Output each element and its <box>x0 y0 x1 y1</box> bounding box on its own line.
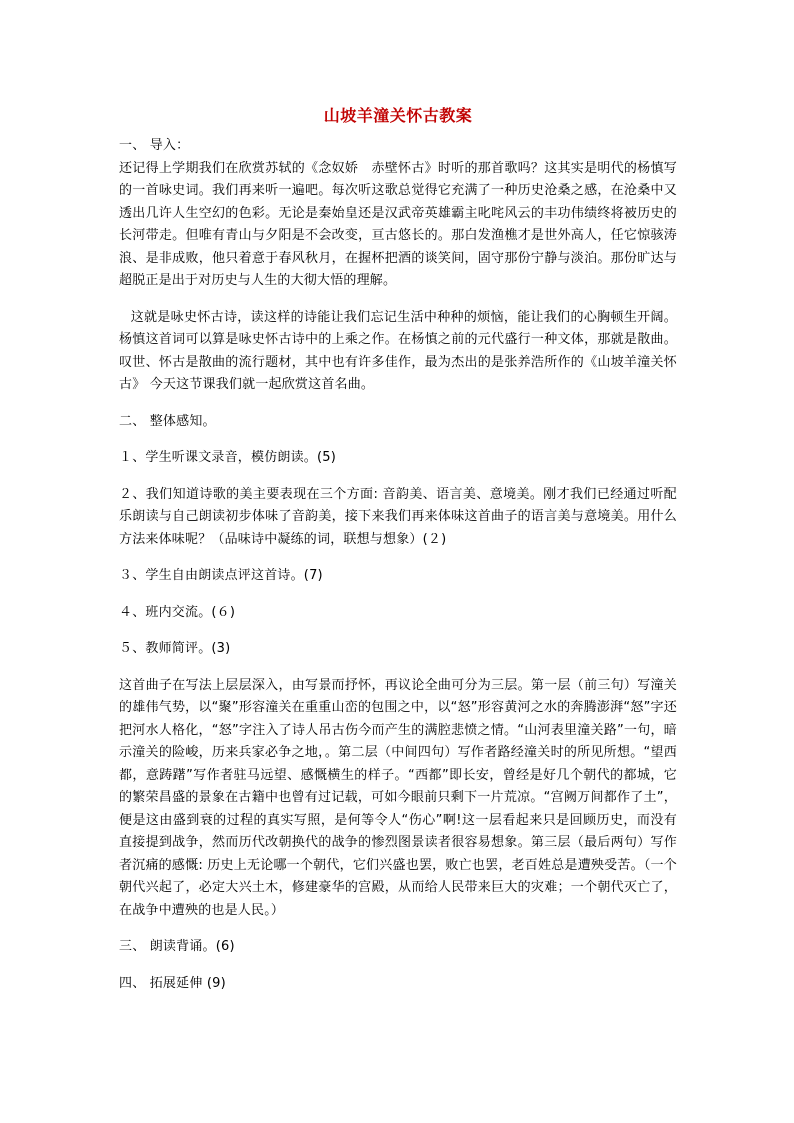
document-page <box>119 105 677 995</box>
list-item-2: ２、我们知道诗歌的美主要表现在三个方面: 音韵美、语言美、意境美。刚才我们已经通过听配乐朗读与自己朗读初步体味了音韵美，接下来我们再来体味这首曲子的语言美与意境美。用什么方法来体味呢？（品味诗中凝练的词，联想与想象）(２) <box>119 486 677 547</box>
list-item-3: ３、学生自由朗读点评这首诗。(7) <box>119 568 323 583</box>
list-item-4: ４、班内交流。(６) <box>119 604 236 620</box>
section-heading-intro: 一、 导入： <box>119 138 190 153</box>
intro-paragraph-1: 还记得上学期我们在欣赏苏轼的《念奴娇 赤壁怀古》时听的那首歌吗？这其实是明代的杨慎写的一首咏史词。我们再来听一遍吧。每次听这歌总觉得它充满了一种历史沧桑之感，在沧桑中又透出几许人生空幻的色彩。无论是秦始皇还是汉武帝英雄霸主叱咤风云的丰功伟绩终将被历史的长河带走。但唯有青山与夕阳是不会改变，亘古悠长的。那白发渔樵才是世外高人，任它惊骇涛浪、是非成败，他只着意于春风秋月，在握杯把酒的谈笑间，固守那份宁静与淡泊。那份旷达与超脱正是出于对历史与人生的大彻大悟的理解。 <box>119 160 677 288</box>
intro-paragraph-2: 这就是咏史怀古诗，读这样的诗能让我们忘记生活中种种的烦恼，能让我们的心胸顿生开阔。杨慎这首词可以算是咏史怀古诗中的上乘之作。在杨慎之前的元代盛行一种文体，那就是散曲。叹世、怀古是散曲的流行题材，其中也有许多佳作，最为杰出的是张养浩所作的《山坡羊潼关怀古》 今天这节课我们就一起欣赏这首名曲。 <box>119 309 677 392</box>
list-item-1: １、学生听课文录音，模仿朗读。(5) <box>119 450 337 465</box>
section-heading-extension: 四、 拓展延伸 (9) <box>119 975 226 991</box>
document-title: 山坡羊潼关怀古教案 <box>323 106 473 125</box>
list-item-5: ５、教师简评。(3) <box>119 641 231 656</box>
section-heading-overview: 二、 整体感知。 <box>119 413 216 429</box>
analysis-paragraph: 这首曲子在写法上层层深入，由写景而抒怀，再议论全曲可分为三层。第一层（前三句）写潼关的雄伟气势，以“聚”形容潼关在重重山峦的包围之中，以“怒”形容黄河之水的奔腾澎湃“怒”字还把河水人格化，“怒”字注入了诗人吊古伤今而产生的满腔悲愤之情。“山河表里潼关路”一句，暗示潼关的险峻，历来兵家必争之地，。第二层（中间四句）写作者路经潼关时的所见所想。“望西都，意踌躇”写作者驻马远望、感慨横生的样子。“西都”即长安，曾经是好几个朝代的都城，它的繁荣昌盛的景象在古籍中也曾有过记载，可如今眼前只剩下一片荒凉。“宫阙万间都作了土”，便是这由盛到衰的过程的真实写照，是何等令人“伤心”啊!这一层看起来只是回顾历史，而没有直接提到战争，然而历代改朝换代的战争的惨烈图景读者很容易想象。第三层（最后两句）写作者沉痛的感慨: 历史上无论哪一个朝代，它们兴盛也罢，败亡也罢，老百姓总是遭殃受苦。（一个朝代兴起了，必定大兴土木，修建豪华的宫殿，从而给人民带来巨大的灾难；一个朝代灭亡了，在战争中遭殃的也是人民。） <box>119 677 677 918</box>
section-heading-recite: 三、 朗读背诵。(6) <box>119 939 235 954</box>
